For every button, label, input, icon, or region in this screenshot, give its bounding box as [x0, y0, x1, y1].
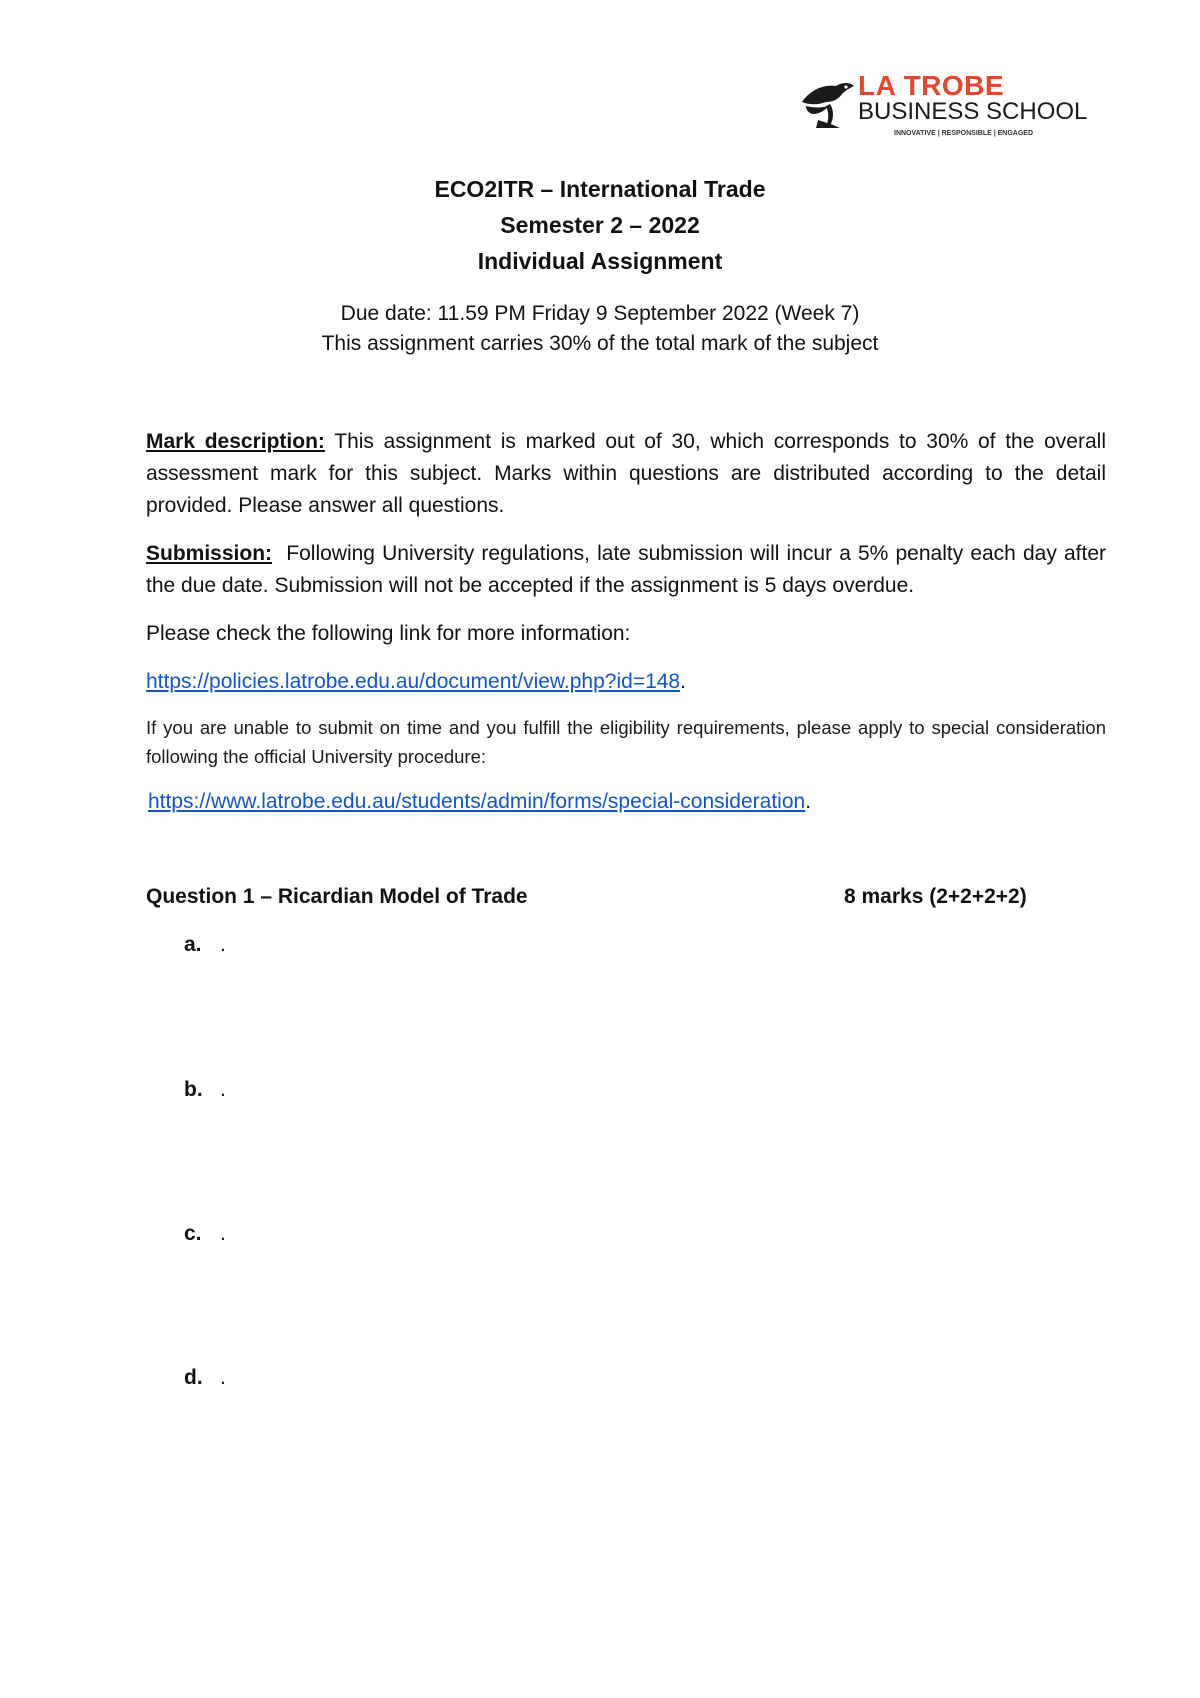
special-consideration-link-line	[148, 790, 811, 814]
part-text: .	[220, 1222, 226, 1245]
due-date: Due date: 11.59 PM Friday 9 September 2022 (Week 7)	[340, 302, 860, 325]
special-consideration-link[interactable]: https://www.latrobe.edu.au/students/admin/forms/special-consideration	[148, 790, 806, 813]
mark-description-label: Mark description:	[146, 430, 325, 453]
semester-title: Semester 2 – 2022	[500, 212, 700, 238]
special-consideration-text: If you are unable to submit on time and you fulfill the eligibility requirements, please apply to special consideration following the official University procedure:	[146, 717, 1106, 767]
logo-tagline: INNOVATIVE | RESPONSIBLE | ENGAGED	[894, 130, 1034, 137]
part-letter: d.	[184, 1366, 203, 1389]
mark-description	[146, 426, 1106, 522]
bird-logo-icon	[796, 76, 858, 132]
mark-description-text: This assignment is marked out of 30, which corresponds to 30% of the overall assessment mark for this subject. Marks within questions are distributed according to the detail provided. Please answer all questions.	[146, 430, 1106, 517]
course-title: ECO2ITR – International Trade	[434, 176, 766, 202]
policy-link[interactable]: https://policies.latrobe.edu.au/document/view.php?id=148	[146, 670, 681, 693]
question-1-part-a	[184, 933, 226, 957]
submission	[146, 538, 1112, 602]
question-1-title: Question 1 – Ricardian Model of Trade	[146, 885, 528, 908]
part-letter: b.	[184, 1078, 203, 1101]
question-1-part-c	[184, 1222, 226, 1246]
policy-link-line	[146, 670, 686, 694]
part-letter: c.	[184, 1222, 202, 1245]
question-1-marks: 8 marks (2+2+2+2)	[844, 885, 1027, 908]
special-consideration-suffix: .	[805, 790, 812, 813]
part-text: .	[220, 1366, 226, 1389]
part-text: .	[220, 933, 226, 956]
question-1-part-b	[184, 1078, 226, 1102]
logo-line2: BUSINESS SCHOOL	[858, 98, 1088, 125]
logo-line1: LA TROBE	[858, 70, 1005, 101]
assignment-title: Individual Assignment	[477, 248, 723, 274]
weight-line: This assignment carries 30% of the total mark of the subject	[321, 332, 879, 355]
submission-label: Submission:	[146, 542, 273, 565]
la-trobe-logo	[796, 70, 1088, 144]
part-text: .	[220, 1078, 226, 1101]
info-prompt: Please check the following link for more information:	[146, 622, 631, 645]
part-letter: a.	[184, 933, 202, 956]
question-1-heading	[146, 885, 1026, 909]
policy-link-suffix: .	[680, 670, 686, 693]
submission-text: Following University regulations, late submission will incur a 5% penalty each day after the due date. Submission will not be accepted if the assignment is 5 days overdue.	[146, 542, 1112, 597]
question-1-part-d	[184, 1366, 226, 1390]
